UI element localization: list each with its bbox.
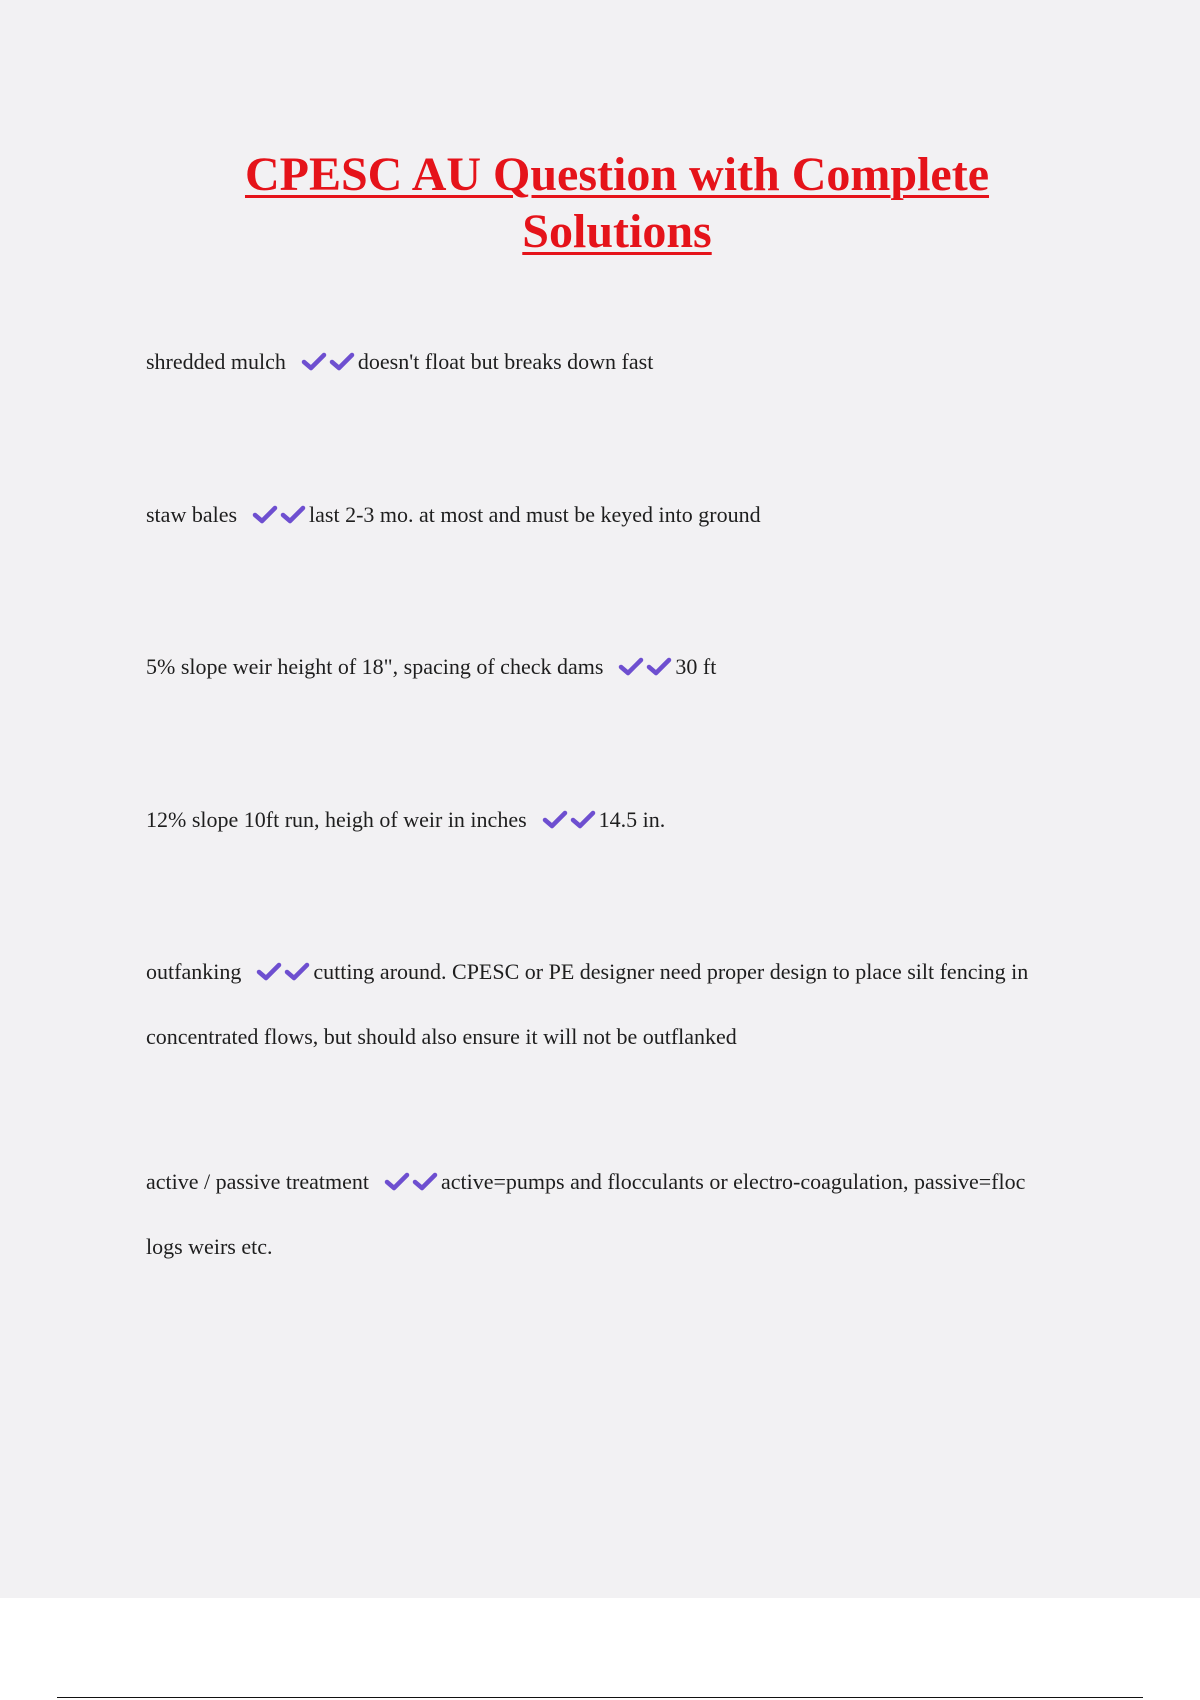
qa-item — [146, 789, 1046, 854]
question-text: outfanking — [146, 959, 242, 984]
question-text: 12% slope 10ft run, heigh of weir in inches — [146, 807, 527, 832]
qa-item — [146, 1151, 1046, 1278]
question-text: staw bales — [146, 502, 238, 527]
qa-item — [146, 331, 1046, 396]
answer-text: last 2-3 mo. at most and must be keyed into ground — [309, 502, 761, 527]
qa-item — [146, 636, 1046, 701]
qa-item — [146, 484, 1046, 549]
qa-item — [146, 941, 1046, 1068]
footer-divider — [57, 1697, 1143, 1698]
question-text: shredded mulch — [146, 349, 286, 374]
double-check-icon — [255, 944, 311, 1006]
document-title: CPESC AU Question with Complete Solutions — [244, 148, 990, 258]
answer-text: cutting around. CPESC or PE designer need proper design to place silt fencing in concentrated flows, but should also ensure it will not be outflanked — [146, 959, 1029, 1049]
answer-text: 30 ft — [675, 654, 717, 679]
answer-text: doesn't float but breaks down fast — [357, 349, 654, 374]
double-check-icon — [617, 639, 673, 701]
double-check-icon — [300, 334, 356, 396]
question-text: 5% slope weir height of 18", spacing of check dams — [146, 654, 604, 679]
question-text: active / passive treatment — [146, 1169, 369, 1194]
double-check-icon — [251, 487, 307, 549]
answer-text: active=pumps and flocculants or electro-coagulation, passive=floc logs weirs etc. — [146, 1169, 1026, 1259]
double-check-icon — [383, 1154, 439, 1216]
double-check-icon — [541, 792, 597, 854]
answer-text: 14.5 in. — [598, 807, 666, 832]
